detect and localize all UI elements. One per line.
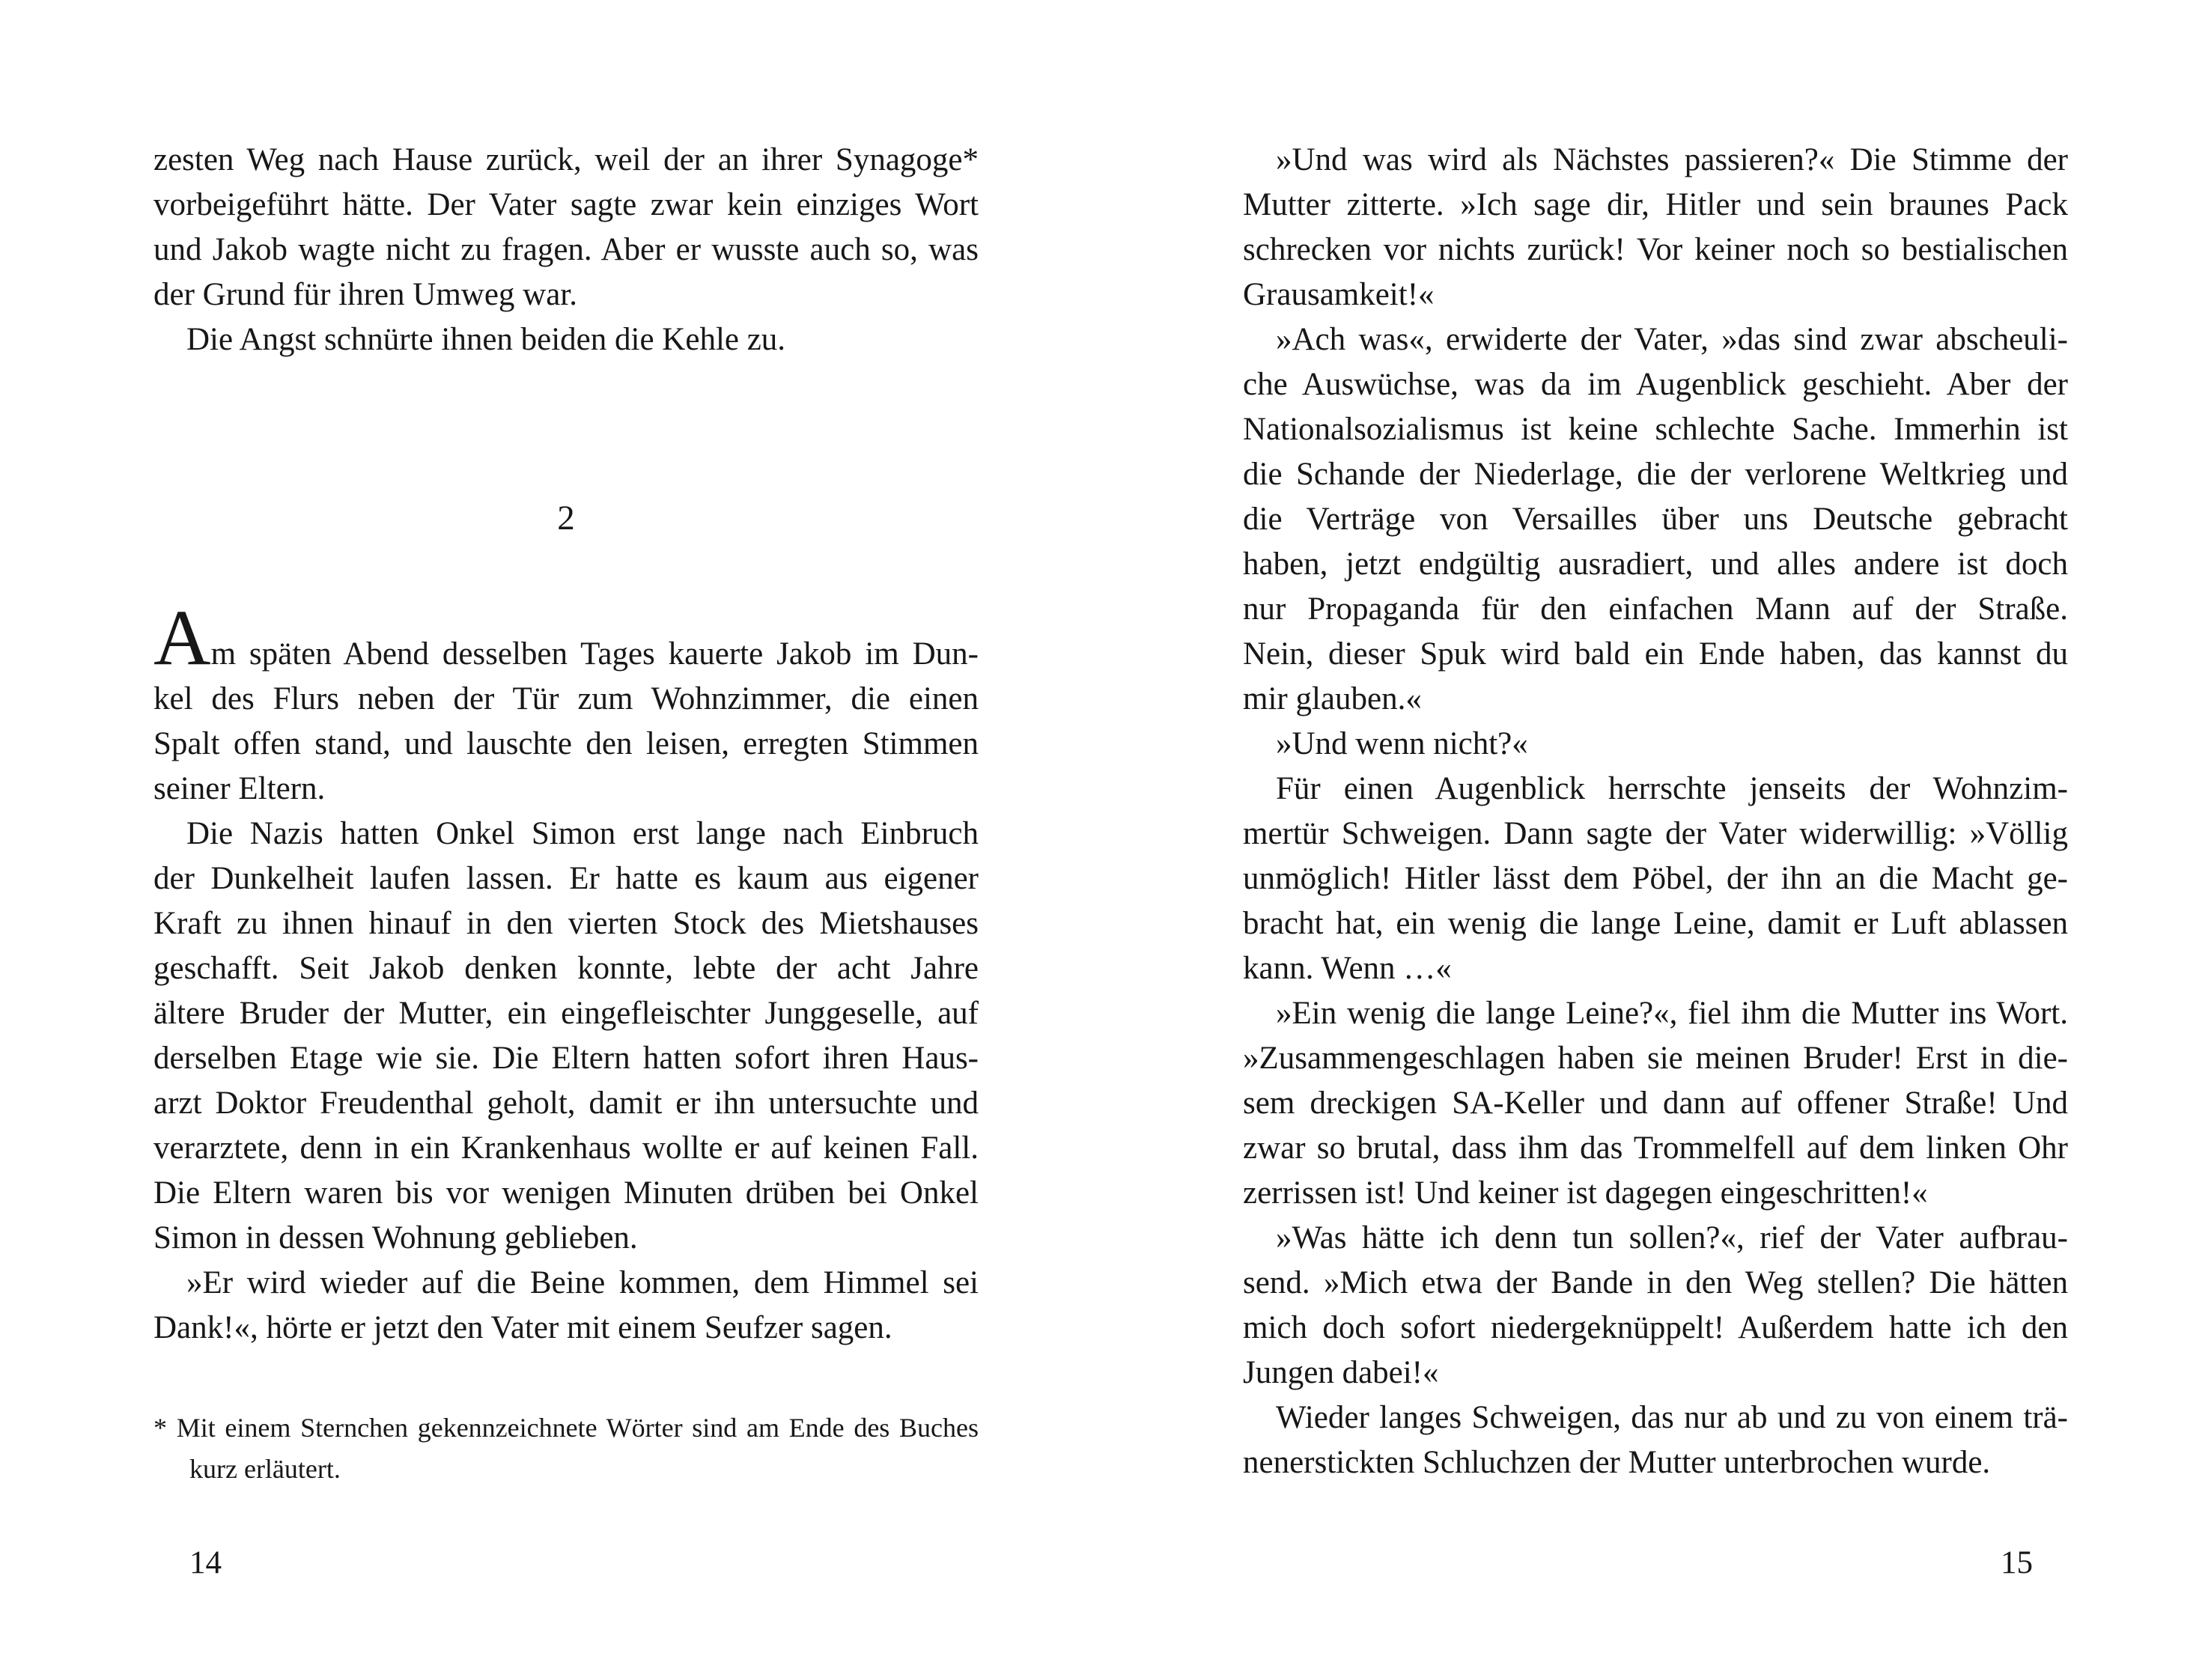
- text-line: vorbeigeführt hätte. Der Vater sagte zwar kein einziges Wort: [153, 187, 979, 222]
- paragraph: [1243, 317, 2068, 722]
- text-line: geschafft. Seit Jakob denken konnte, lebte der acht Jahre: [153, 951, 979, 986]
- paragraph: [153, 138, 979, 317]
- text-line: »Zusammengeschlagen haben sie meinen Bruder! Erst in die-: [1243, 1041, 2068, 1076]
- text-line: seiner Eltern.: [153, 771, 326, 806]
- text-line: Mutter zitterte. »Ich sage dir, Hitler und sein braunes Pack: [1243, 187, 2068, 222]
- text-line: Die Nazis hatten Onkel Simon erst lange nach Einbruch: [186, 816, 979, 851]
- text-line: mertür Schweigen. Dann sagte der Vater widerwillig: »Völlig: [1243, 816, 2068, 851]
- footnote-line: kurz erläutert.: [189, 1454, 341, 1484]
- text-line: Nein, dieser Spuk wird bald ein Ende haben, das kannst du: [1243, 636, 2068, 672]
- text-line: Grausamkeit!«: [1243, 277, 1435, 312]
- page-number-left: 14: [189, 1545, 222, 1580]
- text-line: bracht hat, ein wenig die lange Leine, damit er Luft ablassen: [1243, 906, 2068, 941]
- drop-cap-initial: A: [153, 594, 211, 681]
- text-line: und Jakob wagte nicht zu fragen. Aber er wusste auch so, was: [153, 232, 979, 267]
- text-line: »Und was wird als Nächstes passieren?« Die Stimme der: [1276, 142, 2068, 177]
- text-line: kel des Flurs neben der Tür zum Wohnzimmer, die einen: [153, 681, 979, 716]
- paragraph: [153, 317, 979, 362]
- text-line: zerrissen ist! Und keiner ist dagegen eingeschritten!«: [1243, 1175, 1928, 1211]
- text-line: Kraft zu ihnen hinauf in den vierten Stock des Mietshauses: [153, 906, 979, 941]
- text-line: Spalt offen stand, und lauschte den leisen, erregten Stimmen: [153, 726, 979, 761]
- text-line: sem dreckigen SA-Keller und dann auf offener Straße! Und: [1243, 1086, 2068, 1121]
- text-line: arzt Doktor Freudenthal geholt, damit er ihn untersuchte und: [153, 1086, 979, 1121]
- text-line-rest: m späten Abend desselben Tages kauerte Jakob im Dun-: [210, 636, 979, 672]
- paragraph: [153, 1261, 979, 1351]
- text-line: kann. Wenn …«: [1243, 951, 1452, 986]
- text-line: verarztete, denn in ein Krankenhaus wollte er auf keinen Fall.: [153, 1130, 979, 1166]
- text-line: mir glauben.«: [1243, 681, 1422, 716]
- text-line: die Schande der Niederlage, die der verlorene Weltkrieg und: [1243, 457, 2068, 492]
- text-line: zesten Weg nach Hause zurück, weil der an ihrer Synagoge*: [153, 142, 979, 177]
- text-line: schrecken vor nichts zurück! Vor keiner noch so bestialischen: [1243, 232, 2068, 267]
- text-line: Nationalsozialismus ist keine schlechte Sache. Immerhin ist: [1243, 412, 2068, 447]
- text-line: Für einen Augenblick herrschte jenseits der Wohnzim-: [1276, 771, 2068, 806]
- text-line: »Ach was«, erwiderte der Vater, »das sind zwar abscheuli-: [1276, 322, 2068, 357]
- chapter-number: 2: [557, 499, 575, 538]
- page-number-right: 15: [2001, 1545, 2033, 1580]
- left-page-text: [153, 138, 979, 1490]
- text-line: haben, jetzt endgültig ausradiert, und alles andere ist doch: [1243, 547, 2068, 582]
- text-line: mich doch sofort niedergeknüppelt! Außerdem hatte ich den: [1243, 1310, 2068, 1345]
- text-line: Dank!«, hörte er jetzt den Vater mit einem Seufzer sagen.: [153, 1310, 892, 1345]
- paragraph: [1243, 722, 2068, 767]
- text-line: ältere Bruder der Mutter, ein eingefleischter Junggeselle, auf: [153, 996, 979, 1031]
- text-line: der Dunkelheit laufen lassen. Er hatte es kaum aus eigener: [153, 861, 979, 896]
- text-line: Die Eltern waren bis vor wenigen Minuten drüben bei Onkel: [153, 1175, 979, 1211]
- footnote-line: * Mit einem Sternchen gekennzeichnete Wörter sind am Ende des Buches: [153, 1413, 979, 1443]
- text-line: Die Angst schnürte ihnen beiden die Kehle zu.: [186, 322, 786, 357]
- text-line: nur Propaganda für den einfachen Mann auf der Straße.: [1243, 591, 2068, 627]
- paragraph: [1243, 767, 2068, 991]
- text-line: die Verträge von Versailles über uns Deutsche gebracht: [1243, 502, 2068, 537]
- text-line: Wieder langes Schweigen, das nur ab und zu von einem trä-: [1276, 1400, 2068, 1435]
- paragraph: [1243, 1216, 2068, 1396]
- paragraph: [1243, 991, 2068, 1216]
- text-line: »Was hätte ich denn tun sollen?«, rief der Vater aufbrau-: [1276, 1220, 2068, 1256]
- text-line: send. »Mich etwa der Bande in den Weg stellen? Die hätten: [1243, 1265, 2068, 1300]
- text-line: che Auswüchse, was da im Augenblick geschieht. Aber der: [1243, 367, 2068, 402]
- text-line: »Er wird wieder auf die Beine kommen, dem Himmel sei: [186, 1265, 979, 1300]
- text-line: nenerstickten Schluchzen der Mutter unterbrochen wurde.: [1243, 1445, 1991, 1480]
- text-line: derselben Etage wie sie. Die Eltern hatten sofort ihren Haus-: [153, 1041, 979, 1076]
- paragraph: [153, 594, 979, 812]
- text-line: der Grund für ihren Umweg war.: [153, 277, 577, 312]
- footnote: [153, 1407, 979, 1490]
- paragraph: [153, 812, 979, 1261]
- paragraph: [1243, 1396, 2068, 1485]
- paragraph: [1243, 138, 2068, 317]
- right-page-text: [1243, 138, 2068, 1485]
- text-line: Jungen dabei!«: [1243, 1355, 1439, 1390]
- text-line: unmöglich! Hitler lässt dem Pöbel, der ihn an die Macht ge-: [1243, 861, 2068, 896]
- text-line: [153, 594, 979, 681]
- text-line: zwar so brutal, dass ihm das Trommelfell auf dem linken Ohr: [1243, 1130, 2068, 1166]
- text-line: »Und wenn nicht?«: [1276, 726, 1528, 761]
- text-line: »Ein wenig die lange Leine?«, fiel ihm die Mutter ins Wort.: [1276, 996, 2068, 1031]
- text-line: Simon in dessen Wohnung geblieben.: [153, 1220, 638, 1256]
